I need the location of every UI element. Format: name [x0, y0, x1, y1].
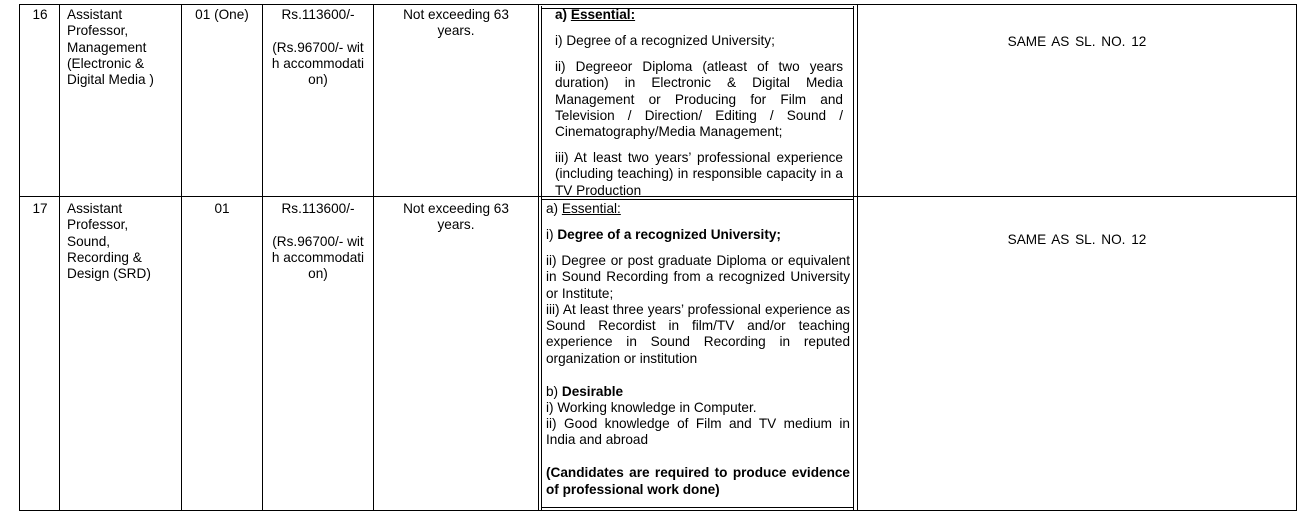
column-divider [262, 5, 263, 511]
qualification-item: iii) At least two years’ professional experience (including teaching) in responsible capacity in a TV Production [555, 150, 843, 198]
pay-amount: Rs.113600/- [281, 201, 355, 216]
age-limit: Not exceeding 63 years. [403, 201, 509, 233]
age-limit: Not exceeding 63 years. [403, 7, 509, 39]
column-divider [373, 5, 374, 511]
recruitment-table [19, 4, 1297, 511]
number-of-posts: 01 (One) [195, 7, 249, 22]
desirable-heading: Desirable [561, 383, 624, 399]
remarks: SAME AS SL. NO. 12 [1007, 232, 1147, 247]
essential-heading: Essential: [570, 7, 636, 22]
column-divider [59, 5, 60, 511]
section-label: b) [546, 383, 559, 399]
qualifications [555, 7, 843, 199]
section-label: a) [555, 7, 568, 22]
number-of-posts: 01 [214, 201, 230, 216]
item-prefix: i) [546, 226, 554, 242]
qualification-item: iii) At least three years’ professional experience as Sound Recordist in film/TV and/or teaching experience in Sound Recording in reputed organization or institution [546, 301, 850, 366]
desirable-item: i) Working knowledge in Computer. [546, 399, 757, 415]
column-divider [541, 6, 542, 510]
pay-level [265, 201, 371, 283]
row-divider [542, 507, 854, 508]
remarks: SAME AS SL. NO. 12 [1007, 34, 1147, 49]
candidate-note: (Candidates are required to produce evidence of professional work done) [546, 465, 850, 497]
essential-heading: Essential: [561, 201, 621, 216]
column-divider [853, 6, 854, 510]
column-divider [857, 5, 858, 511]
qualification-item: Degree of a recognized University; [557, 226, 781, 242]
column-divider [538, 5, 539, 511]
post-name: Assistant Professor, Sound, Recording & Design (SRD) [67, 201, 151, 282]
pay-with-accommodation: (Rs.96700/- with accommodation) [271, 233, 365, 282]
desirable-item: ii) Good knowledge of Film and TV medium in India and abroad [546, 416, 850, 448]
section-label: a) [546, 201, 559, 216]
qualifications [546, 201, 850, 498]
row-divider [542, 199, 854, 200]
post-name: Assistant Professor, Management (Electronic & Digital Media ) [67, 7, 154, 88]
row-divider [20, 510, 1297, 511]
pay-with-accommodation: (Rs.96700/- with accommodation) [271, 39, 365, 88]
serial-number: 16 [32, 7, 48, 22]
qualification-item: i) Degree of a recognized University; [555, 32, 775, 48]
pay-level [265, 7, 371, 89]
qualification-item: ii) Degreeor Diploma (atleast of two years duration) in Electronic & Digital Media Management or Producing for Film and Television / Direction/ Editing / Sound / Cinematography/Media Management; [555, 58, 843, 140]
serial-number: 17 [32, 201, 48, 216]
qualification-item: ii) Degree or post graduate Diploma or equivalent in Sound Recording from a recognized University or Institute; [546, 252, 850, 301]
pay-amount: Rs.113600/- [281, 7, 355, 22]
column-divider [181, 5, 182, 511]
column-divider [1296, 5, 1297, 511]
